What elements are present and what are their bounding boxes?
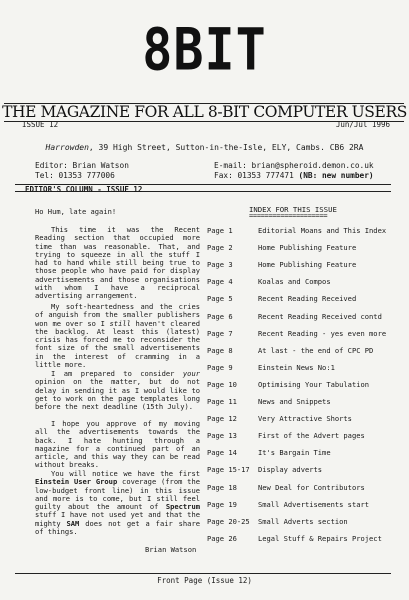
index-entry-title: News and Snippets [258,397,331,406]
index-entry [207,448,397,458]
column-paragraph-5: You will notice we have the first Einstein User Group coverage (from the low-budget front line) in this issue and more is to come, but I still feel guilty about the amount of Spectrum stuff I have not used yet and that the mighty SAM does not get a fair share of things. [35,469,200,536]
column-paragraph-1: This time it was the Recent Reading section that occupied more time than was reasonable. That, and trying to squeeze in all the stuff I had to hand while still being true to those people who have paid for display advertisements and those organisations with whom I have a reciprocal advertising arrangement. [35,225,200,300]
index-entry-title: Einstein News No:1 [258,362,335,372]
index-entry-page: Page 2 [207,243,233,253]
index-entry-title: New Deal for Contributors [258,482,365,492]
index-entry [207,483,397,493]
index-entry [207,346,397,356]
index-entry-page: Page 6 [207,311,233,321]
fax-number: Fax: 01353 777471 [214,171,294,180]
column-paragraph-4: I hope you approve of my moving all the advertisements towards the back. I hate hunting through a magazine for a continued part of an article, and this way they can be read without breaks. [35,419,200,470]
index-entry-title: At last - the end of CPC PD [258,345,374,355]
index-entry [207,380,397,390]
index-entry [207,243,397,253]
editor-name: Editor: Brian Watson [35,161,129,170]
column-paragraph-2: My soft-heartedness and the cries of anguish from the smaller publishers won me over so I still haven't cleared the backlog. At least this (latest) crisis has forced me to reconsider the font size of the small advertisements in the interest of cramming in a little more. [35,302,200,369]
index-entry-title: It's Bargain Time [258,448,331,458]
postal-address [0,143,409,153]
index-entry [207,397,397,407]
index-entry-page: Page 13 [207,431,237,441]
index-entry [207,414,397,424]
editor-telephone: Tel: 01353 777006 [35,171,115,180]
masthead-title: 8BIT [142,16,267,84]
index-entry [207,294,397,304]
index-entry-page: Page 8 [207,345,233,355]
index-entry-title: Recent Reading - yes even more [258,328,387,338]
index-entry-page: Page 3 [207,260,233,270]
index-entry-page: Page 11 [207,397,237,406]
index-entry [207,226,397,236]
index-entry-page: Page 26 [207,533,237,543]
index-entry [207,500,397,510]
issue-date: Jun/Jul 1996 [335,120,390,129]
index-entry [207,465,397,475]
editors-column-title: EDITOR'S COLUMN - ISSUE 12 [25,185,143,194]
index-entry-title: Small Adverts section [258,516,348,526]
index-entry-page: Page 4 [207,277,233,287]
index-entry-page: Page 1 [207,226,233,235]
fax-note: (NB: new number) [293,171,374,180]
index-entry-title: First of the Advert pages [258,431,365,441]
index-entry [207,534,397,544]
index-entry-page: Page 19 [207,499,237,509]
index-entry [207,329,397,339]
magazine-subtitle: THE MAGAZINE FOR ALL 8-BIT COMPUTER USERS [2,103,407,121]
column-paragraph-3: I am prepared to consider your opinion on the matter, but do not delay in sending it as I would like to get to work on the page templates long before the next deadline (15th July). [35,369,200,411]
index-entry-title: Home Publishing Feature [258,260,357,270]
issue-label: ISSUE 12 [22,120,59,129]
index-entry-title: Small Advertisements start [258,499,370,509]
issue-row [22,120,390,130]
index-entry-page: Page 7 [207,328,233,338]
index-entry-page: Page 20-25 [207,516,250,526]
index-entry-page: Page 15-17 [207,465,250,475]
index-entry-page: Page 5 [207,294,233,304]
column-greeting: Ho Hum, late again! [35,207,117,216]
address-place: Harrowden [45,143,89,152]
index-entry-title: Legal Stuff & Repairs Project [258,533,382,543]
index-title-underline: ==================== [249,212,328,220]
index-entry-title: Recent Reading Received contd [258,311,382,321]
column-signoff: Brian Watson [145,545,197,554]
index-entry-page: Page 12 [207,414,237,424]
page-footer: Front Page (Issue 12) [157,576,252,585]
index-entry-page: Page 18 [207,482,237,492]
index-entry-page: Page 10 [207,379,237,389]
address-rest: , 39 High Street, Sutton-in-the-Isle, ELY, Cambs. CB6 2RA [88,143,364,152]
editor-fax [214,171,374,181]
index-entry [207,277,397,287]
index-entry-page: Page 9 [207,362,233,372]
index-entry [207,312,397,322]
index-entry-title: Recent Reading Received [258,294,357,304]
index-entry-title: Display adverts [258,465,323,475]
index-entry-title: Home Publishing Feature [258,243,357,253]
index-entry [207,517,397,527]
index-entry-title: Very Attractive Shorts [258,414,352,424]
footer-rule [15,573,391,574]
index-title: INDEX FOR THIS ISSUE [249,205,337,214]
index-entry-title: Editorial Moans and This Index [258,226,387,235]
editor-email: E-mail: brian@spheroid.demon.co.uk [214,161,374,170]
index-entry [207,363,397,373]
index-entry [207,431,397,441]
index-entry-title: Koalas and Compos [258,277,331,287]
index-entry-page: Page 14 [207,448,237,458]
index-entry [207,260,397,270]
index-entry-title: Optimising Your Tabulation [258,379,370,389]
